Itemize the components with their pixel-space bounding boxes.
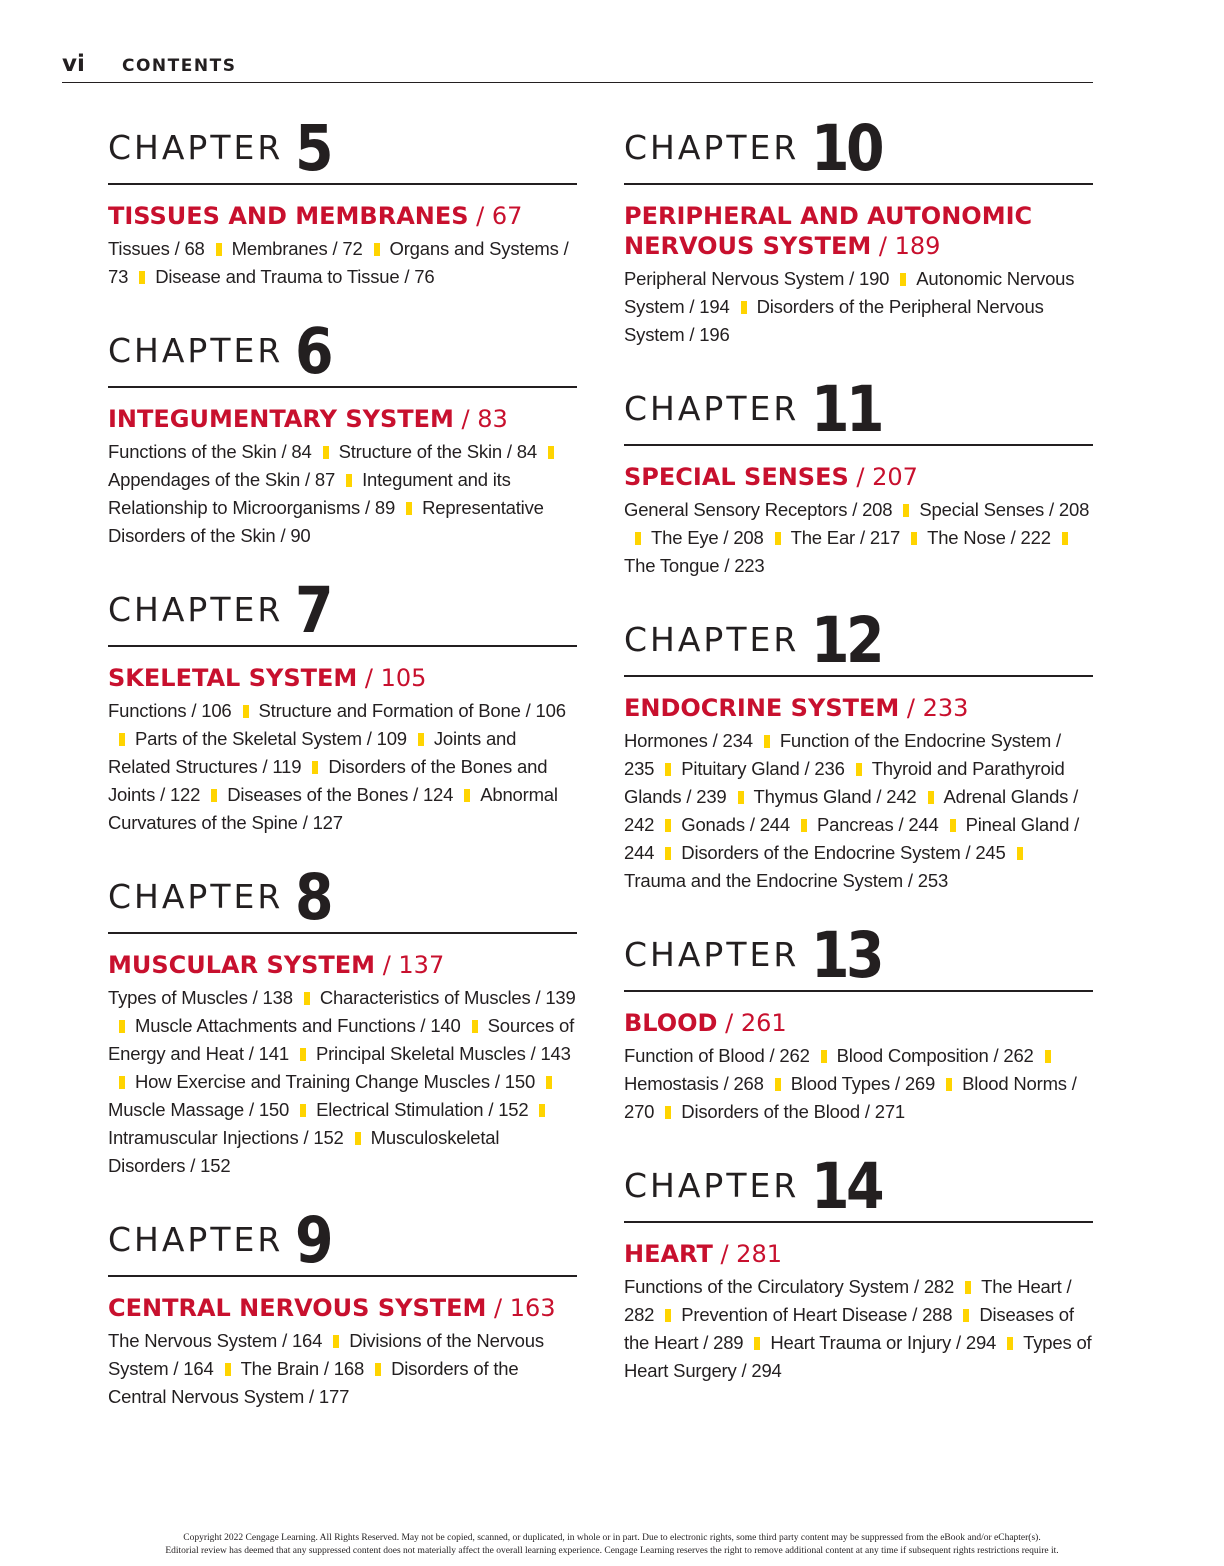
topic-link[interactable]: The Ear / 217: [790, 527, 901, 548]
title-slash: /: [848, 463, 873, 491]
chapter-title-link[interactable]: [108, 950, 577, 980]
yellow-separator-icon: [139, 271, 145, 284]
yellow-separator-icon: [1007, 1337, 1013, 1350]
yellow-separator-icon: [323, 446, 329, 459]
page-number: vi: [62, 51, 85, 77]
topic-link[interactable]: Structure of the Skin / 84: [338, 441, 537, 462]
yellow-separator-icon: [665, 847, 671, 860]
topic-link[interactable]: Functions of the Circulatory System / 282: [624, 1276, 955, 1297]
running-head: [62, 50, 1093, 83]
running-title: CONTENTS: [122, 56, 237, 76]
topic-link[interactable]: Hemostasis / 268: [624, 1073, 764, 1094]
yellow-separator-icon: [119, 1020, 125, 1033]
chapter-entry: [108, 861, 577, 1180]
topic-link[interactable]: Electrical Stimulation / 152: [316, 1099, 529, 1120]
topic-link[interactable]: Sources of Energy and Heat / 141: [108, 1015, 575, 1064]
topic-list: [108, 235, 577, 291]
chapter-title-text: HEART: [624, 1240, 713, 1268]
yellow-separator-icon: [312, 761, 318, 774]
chapter-title-link[interactable]: [108, 1293, 577, 1323]
chapter-word: CHAPTER: [624, 935, 800, 974]
chapter-word: CHAPTER: [108, 128, 284, 167]
yellow-separator-icon: [418, 733, 424, 746]
chapter-entry: [624, 1150, 1093, 1385]
chapter-number: 12: [811, 604, 882, 677]
title-slash: /: [375, 951, 399, 979]
topic-link[interactable]: Special Senses / 208: [919, 499, 1090, 520]
yellow-separator-icon: [304, 992, 310, 1005]
chapter-heading: [108, 112, 577, 185]
topic-link[interactable]: Prevention of Heart Disease / 288: [681, 1304, 953, 1325]
yellow-separator-icon: [374, 243, 380, 256]
chapter-title-text: MUSCULAR SYSTEM: [108, 951, 376, 979]
topic-link[interactable]: Principal Skeletal Muscles / 143: [315, 1043, 571, 1064]
yellow-separator-icon: [211, 789, 217, 802]
chapter-title-link[interactable]: [624, 1239, 1093, 1269]
topic-link[interactable]: Thymus Gland / 242: [753, 786, 917, 807]
topic-link[interactable]: Intramuscular Injections / 152: [108, 1127, 344, 1148]
chapter-number: 6: [295, 315, 331, 388]
chapter-word: CHAPTER: [108, 331, 284, 370]
yellow-separator-icon: [539, 1104, 545, 1117]
chapter-start-page: 67: [491, 202, 523, 230]
yellow-separator-icon: [1062, 532, 1068, 545]
yellow-separator-icon: [928, 791, 934, 804]
topic-list: [108, 697, 577, 837]
topic-link[interactable]: The Brain / 168: [240, 1358, 365, 1379]
chapter-heading: [108, 861, 577, 934]
yellow-separator-icon: [355, 1132, 361, 1145]
topic-link[interactable]: The Tongue / 223: [624, 555, 765, 576]
chapter-entry: [624, 112, 1093, 349]
title-slash: /: [717, 1009, 741, 1037]
topic-list: [624, 1273, 1093, 1385]
yellow-separator-icon: [1017, 847, 1023, 860]
chapter-number: 7: [295, 574, 331, 647]
yellow-separator-icon: [856, 763, 862, 776]
chapter-title-link[interactable]: [624, 1008, 1093, 1038]
topic-link[interactable]: Tissues / 68: [108, 238, 205, 259]
topic-link[interactable]: Thyroid and Parathyroid Glands / 239: [624, 758, 1065, 807]
topic-list: [624, 727, 1093, 895]
topic-link[interactable]: Heart Trauma or Injury / 294: [770, 1332, 997, 1353]
yellow-separator-icon: [635, 532, 641, 545]
topic-link[interactable]: Types of Heart Surgery / 294: [624, 1332, 1092, 1381]
chapter-title-text: BLOOD: [624, 1009, 718, 1037]
copyright-line-2: Editorial review has deemed that any suppressed content does not materially affect the overall learning experience. Cengage Learning reserves the right to remove additional content at any time if subsequent rights restrictions require it.: [165, 1546, 1059, 1556]
yellow-separator-icon: [665, 1106, 671, 1119]
yellow-separator-icon: [665, 1309, 671, 1322]
topic-link[interactable]: Joints and Related Structures / 119: [108, 728, 517, 777]
chapter-number: 10: [811, 112, 882, 185]
yellow-separator-icon: [950, 819, 956, 832]
topic-link[interactable]: Peripheral Nervous System / 190: [624, 268, 890, 289]
chapter-start-page: 189: [894, 232, 941, 260]
chapter-heading: [624, 373, 1093, 446]
topic-link[interactable]: Disorders of the Blood / 271: [681, 1101, 906, 1122]
yellow-separator-icon: [911, 532, 917, 545]
chapter-entry: [108, 315, 577, 550]
topic-link[interactable]: Disorders of the Endocrine System / 245: [681, 842, 1006, 863]
chapter-start-page: 137: [398, 951, 445, 979]
topic-link[interactable]: How Exercise and Training Change Muscles / 150: [135, 1071, 536, 1092]
chapter-heading: [108, 574, 577, 647]
chapter-title-link[interactable]: [108, 404, 577, 434]
yellow-separator-icon: [119, 1076, 125, 1089]
topic-list: [624, 265, 1093, 349]
topic-link[interactable]: The Nose / 222: [927, 527, 1051, 548]
yellow-separator-icon: [333, 1335, 339, 1348]
copyright-footer: [62, 1532, 1162, 1558]
yellow-separator-icon: [741, 301, 747, 314]
chapter-number: 9: [295, 1204, 331, 1277]
yellow-separator-icon: [546, 1076, 552, 1089]
topic-link[interactable]: Membranes / 72: [231, 238, 363, 259]
yellow-separator-icon: [464, 789, 470, 802]
topic-link[interactable]: Blood Norms / 270: [624, 1073, 1077, 1122]
topic-link[interactable]: Hormones / 234: [624, 730, 753, 751]
chapter-number: 8: [295, 861, 331, 934]
chapter-word: CHAPTER: [108, 590, 284, 629]
topic-link[interactable]: General Sensory Receptors / 208: [624, 499, 893, 520]
title-slash: /: [357, 664, 381, 692]
chapter-title-link[interactable]: [624, 462, 1093, 492]
title-slash: /: [712, 1240, 737, 1268]
copyright-line-1: Copyright 2022 Cengage Learning. All Rights Reserved. May not be copied, scanned, or duplicated, in whole or in part. Due to electronic rights, some third party content may be suppressed from the eBook and/or eChapter(s).: [183, 1533, 1041, 1543]
yellow-separator-icon: [903, 504, 909, 517]
chapter-word: CHAPTER: [624, 620, 800, 659]
topic-link[interactable]: Disease and Trauma to Tissue / 76: [155, 266, 435, 287]
chapter-number: 14: [811, 1150, 882, 1223]
chapter-word: CHAPTER: [624, 1166, 800, 1205]
yellow-separator-icon: [963, 1309, 969, 1322]
chapter-word: CHAPTER: [624, 128, 800, 167]
yellow-separator-icon: [406, 502, 412, 515]
yellow-separator-icon: [965, 1281, 971, 1294]
topic-link[interactable]: Functions / 106: [108, 700, 232, 721]
chapter-heading: [108, 315, 577, 388]
yellow-separator-icon: [754, 1337, 760, 1350]
chapter-title-text: ENDOCRINE SYSTEM: [624, 694, 900, 722]
topic-link[interactable]: Parts of the Skeletal System / 109: [135, 728, 407, 749]
chapter-word: CHAPTER: [624, 389, 800, 428]
topic-link[interactable]: Trauma and the Endocrine System / 253: [624, 870, 949, 891]
chapter-title-text: INTEGUMENTARY SYSTEM: [108, 405, 454, 433]
contents-column-right: [624, 112, 1093, 1415]
chapter-entry: [624, 373, 1093, 580]
topic-link[interactable]: Representative Disorders of the Skin / 90: [108, 497, 544, 546]
chapter-start-page: 207: [872, 463, 918, 491]
chapter-heading: [108, 1204, 577, 1277]
yellow-separator-icon: [548, 446, 554, 459]
chapter-number: 13: [811, 919, 882, 992]
chapter-title-link[interactable]: [624, 201, 1093, 261]
chapter-title-text: TISSUES AND MEMBRANES: [108, 202, 469, 230]
yellow-separator-icon: [375, 1363, 381, 1376]
topic-link[interactable]: Blood Composition / 262: [836, 1045, 1034, 1066]
topic-link[interactable]: Pancreas / 244: [816, 814, 939, 835]
topic-list: [624, 1042, 1093, 1126]
topic-link[interactable]: Integument and its Relationship to Microorganisms / 89: [108, 469, 511, 518]
chapter-number: 5: [295, 112, 331, 185]
chapter-title-text: CENTRAL NERVOUS SYSTEM: [108, 1294, 487, 1322]
chapter-entry: [108, 1204, 577, 1411]
yellow-separator-icon: [216, 243, 222, 256]
topic-link[interactable]: The Nervous System / 164: [108, 1330, 323, 1351]
contents-column-left: [108, 112, 577, 1441]
topic-link[interactable]: Types of Muscles / 138: [108, 987, 293, 1008]
chapter-start-page: 105: [380, 664, 427, 692]
yellow-separator-icon: [119, 733, 125, 746]
yellow-separator-icon: [225, 1363, 231, 1376]
chapter-word: CHAPTER: [108, 1220, 284, 1259]
topic-link[interactable]: Disorders of the Bones and Joints / 122: [108, 756, 548, 805]
yellow-separator-icon: [665, 819, 671, 832]
title-slash: /: [486, 1294, 510, 1322]
chapter-entry: [108, 574, 577, 837]
topic-link[interactable]: Muscle Attachments and Functions / 140: [135, 1015, 461, 1036]
chapter-title-link[interactable]: [108, 663, 577, 693]
chapter-start-page: 261: [740, 1009, 787, 1037]
yellow-separator-icon: [243, 705, 249, 718]
yellow-separator-icon: [1045, 1050, 1051, 1063]
chapter-heading: [624, 604, 1093, 677]
chapter-entry: [108, 112, 577, 291]
chapter-title-text: SPECIAL SENSES: [624, 463, 849, 491]
title-slash: /: [453, 405, 478, 433]
topic-link[interactable]: Structure and Formation of Bone / 106: [258, 700, 566, 721]
title-slash: /: [468, 202, 492, 230]
yellow-separator-icon: [472, 1020, 478, 1033]
chapter-start-page: 233: [922, 694, 969, 722]
topic-link[interactable]: Organs and Systems / 73: [108, 238, 569, 287]
title-slash: /: [899, 694, 923, 722]
topic-list: [108, 1327, 577, 1411]
chapter-title-link[interactable]: [624, 693, 1093, 723]
yellow-separator-icon: [801, 819, 807, 832]
topic-list: [108, 984, 577, 1180]
chapter-entry: [624, 604, 1093, 895]
topic-link[interactable]: Muscle Massage / 150: [108, 1099, 290, 1120]
topic-link[interactable]: Adrenal Glands / 242: [624, 786, 1079, 835]
topic-link[interactable]: Abnormal Curvatures of the Spine / 127: [108, 784, 558, 833]
yellow-separator-icon: [900, 273, 906, 286]
topic-link[interactable]: Autonomic Nervous System / 194: [624, 268, 1075, 317]
topic-link[interactable]: Appendages of the Skin / 87: [108, 469, 336, 490]
topic-link[interactable]: Divisions of the Nervous System / 164: [108, 1330, 544, 1379]
topic-link[interactable]: The Heart / 282: [624, 1276, 1072, 1325]
chapter-start-page: 163: [509, 1294, 556, 1322]
yellow-separator-icon: [821, 1050, 827, 1063]
topic-list: [624, 496, 1093, 580]
yellow-separator-icon: [300, 1048, 306, 1061]
title-slash: /: [871, 232, 895, 260]
topic-list: [108, 438, 577, 550]
yellow-separator-icon: [738, 791, 744, 804]
topic-link[interactable]: Pineal Gland / 244: [624, 814, 1080, 863]
yellow-separator-icon: [346, 474, 352, 487]
chapter-title-link[interactable]: [108, 201, 577, 231]
chapter-entry: [624, 919, 1093, 1126]
topic-link[interactable]: Blood Types / 269: [790, 1073, 936, 1094]
topic-link[interactable]: Functions of the Skin / 84: [108, 441, 312, 462]
chapter-title-text: PERIPHERAL AND AUTONOMIC NERVOUS SYSTEM: [624, 202, 1033, 260]
chapter-word: CHAPTER: [108, 877, 284, 916]
chapter-start-page: 83: [477, 405, 508, 433]
chapter-start-page: 281: [736, 1240, 782, 1268]
topic-link[interactable]: Disorders of the Central Nervous System / 177: [108, 1358, 519, 1407]
chapter-heading: [624, 919, 1093, 992]
topic-link[interactable]: Pituitary Gland / 236: [681, 758, 845, 779]
yellow-separator-icon: [775, 532, 781, 545]
topic-link[interactable]: Characteristics of Muscles / 139: [319, 987, 576, 1008]
topic-link[interactable]: Diseases of the Heart / 289: [624, 1304, 1074, 1353]
topic-link[interactable]: Function of the Endocrine System / 235: [624, 730, 1061, 779]
yellow-separator-icon: [300, 1104, 306, 1117]
chapter-title-text: SKELETAL SYSTEM: [108, 664, 358, 692]
topic-link[interactable]: Gonads / 244: [681, 814, 790, 835]
yellow-separator-icon: [775, 1078, 781, 1091]
chapter-number: 11: [811, 373, 882, 446]
topic-link[interactable]: Diseases of the Bones / 124: [227, 784, 454, 805]
yellow-separator-icon: [946, 1078, 952, 1091]
topic-link[interactable]: Function of Blood / 262: [624, 1045, 810, 1066]
chapter-heading: [624, 1150, 1093, 1223]
topic-link[interactable]: Musculoskeletal Disorders / 152: [108, 1127, 500, 1176]
yellow-separator-icon: [764, 735, 770, 748]
topic-link[interactable]: The Eye / 208: [651, 527, 764, 548]
yellow-separator-icon: [665, 763, 671, 776]
topic-link[interactable]: Disorders of the Peripheral Nervous System / 196: [624, 296, 1044, 345]
chapter-heading: [624, 112, 1093, 185]
